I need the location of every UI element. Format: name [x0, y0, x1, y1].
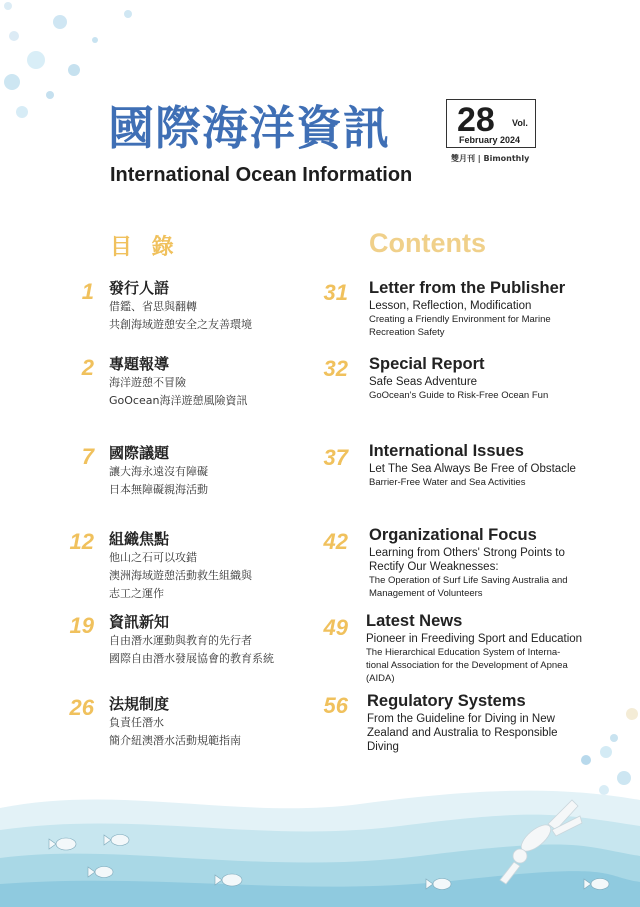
toc-cn-line: 日本無障礙親海活動	[109, 483, 208, 496]
toc-cn-line: 負責任潛水	[109, 716, 164, 729]
toc-en-entry[interactable]	[366, 611, 582, 685]
ocean-wave-illustration	[0, 780, 640, 907]
toc-en-page: 32	[323, 356, 348, 381]
toc-en-entry[interactable]	[369, 354, 548, 402]
toc-cn-title: 法規制度	[109, 695, 170, 713]
toc-en-subtitle: Lesson, Reflection, Modification	[369, 300, 532, 312]
frequency-label: 雙月刊 | Bimonthly	[451, 154, 530, 163]
toc-cn-line: 澳洲海域遊憩活動救生組織與	[109, 569, 252, 582]
toc-en-detail: GoOcean's Guide to Risk-Free Ocean Fun	[369, 390, 549, 401]
toc-en-title: Special Report	[369, 355, 485, 373]
toc-en-entry[interactable]	[367, 691, 558, 754]
toc-cn-entry[interactable]	[109, 354, 247, 410]
toc-en-page: 37	[323, 445, 348, 470]
toc-cn-title: 專題報導	[109, 355, 170, 373]
toc-cn-title: 國際議題	[109, 444, 170, 462]
toc-en-title: Regulatory Systems	[367, 692, 526, 710]
toc-cn-page: 19	[69, 613, 94, 638]
toc-en-title: International Issues	[369, 442, 524, 460]
toc-cn-title: 發行人語	[109, 279, 170, 297]
toc-cn-title: 組織焦點	[109, 530, 170, 548]
toc-en-detail: The Operation of Surf Life Saving Australia and	[369, 575, 568, 586]
toc-en-subtitle: Safe Seas Adventure	[369, 376, 478, 388]
toc-en-subtitle: Let The Sea Always Be Free of Obstacle	[369, 463, 576, 475]
toc-en-page: 42	[323, 529, 348, 554]
contents-heading-cn: 目 錄	[110, 235, 180, 260]
toc-en-detail: The Hierarchical Education System of Interna-	[366, 647, 561, 658]
toc-en-page: 56	[323, 693, 348, 718]
toc-cn-entry[interactable]	[109, 443, 208, 499]
toc-cn-page: 26	[69, 695, 94, 720]
toc-en-title: Latest News	[366, 612, 463, 630]
toc-cn-line: 讓大海永遠沒有障礙	[109, 465, 208, 478]
toc-cn-line: 自由潛水運動與教育的先行者	[109, 634, 252, 647]
toc-cn-page: 7	[81, 444, 94, 469]
toc-en-entry[interactable]	[369, 278, 565, 339]
volume-box	[446, 99, 536, 148]
toc-cn-line: 國際自由潛水發展協會的教育系統	[109, 652, 274, 665]
masthead-title-cn: 國際海洋資訊	[108, 101, 390, 155]
toc-cn-entry[interactable]	[109, 612, 274, 668]
volume-label: Vol.	[512, 118, 528, 128]
toc-en-detail: Barrier-Free Water and Sea Activities	[369, 477, 526, 488]
volume-number: 28	[457, 101, 495, 139]
issue-date: February 2024	[459, 135, 521, 145]
toc-cn-line: GoOcean海洋遊憩風險資訊	[109, 394, 248, 407]
toc-cn-entry[interactable]	[109, 694, 241, 750]
toc-en-subtitle: From the Guideline for Diving in New	[367, 713, 555, 725]
toc-en-title: Organizational Focus	[369, 526, 537, 544]
toc-en-subtitle: Zealand and Australia to Responsible	[367, 727, 558, 739]
contents-heading-en: Contents	[369, 228, 486, 258]
toc-en-subtitle: Learning from Others' Strong Points to	[369, 547, 565, 559]
toc-en-page: 31	[323, 280, 348, 305]
toc-cn-entry[interactable]	[109, 278, 252, 334]
toc-cn-line: 海洋遊憩不冒險	[109, 376, 186, 389]
toc-cn-line: 借鑑、省思與翻轉	[109, 300, 197, 313]
toc-en-page: 49	[323, 615, 348, 640]
toc-en-detail: (AIDA)	[366, 673, 395, 684]
toc-cn-title: 資訊新知	[109, 613, 170, 631]
toc-en-detail: Creating a Friendly Environment for Marine	[369, 314, 551, 325]
toc-cn-line: 共創海域遊憩安全之友善環境	[109, 318, 252, 331]
toc-cn-line: 他山之石可以攻錯	[109, 551, 197, 564]
toc-en-detail: Recreation Safety	[369, 327, 445, 338]
toc-cn-page: 12	[69, 529, 94, 554]
toc-en-entry[interactable]	[369, 441, 576, 489]
toc-cn-line: 簡介紐澳潛水活動規範指南	[109, 734, 241, 747]
toc-cn-page: 1	[81, 279, 94, 304]
toc-en-title: Letter from the Publisher	[369, 279, 566, 297]
toc-en-subtitle: Diving	[367, 741, 399, 753]
masthead-title-en: International Ocean Information	[110, 164, 413, 186]
toc-cn-entry[interactable]	[109, 529, 252, 603]
toc-en-entry[interactable]	[369, 525, 568, 600]
toc-en-detail: Management of Volunteers	[369, 588, 483, 599]
toc-cn-line: 志工之運作	[109, 587, 164, 600]
toc-en-subtitle: Rectify Our Weaknesses:	[369, 561, 499, 573]
toc-cn-page: 2	[81, 355, 94, 380]
toc-en-detail: tional Association for the Development of Apnea	[366, 660, 568, 671]
toc-en-subtitle: Pioneer in Freediving Sport and Education	[366, 633, 583, 645]
